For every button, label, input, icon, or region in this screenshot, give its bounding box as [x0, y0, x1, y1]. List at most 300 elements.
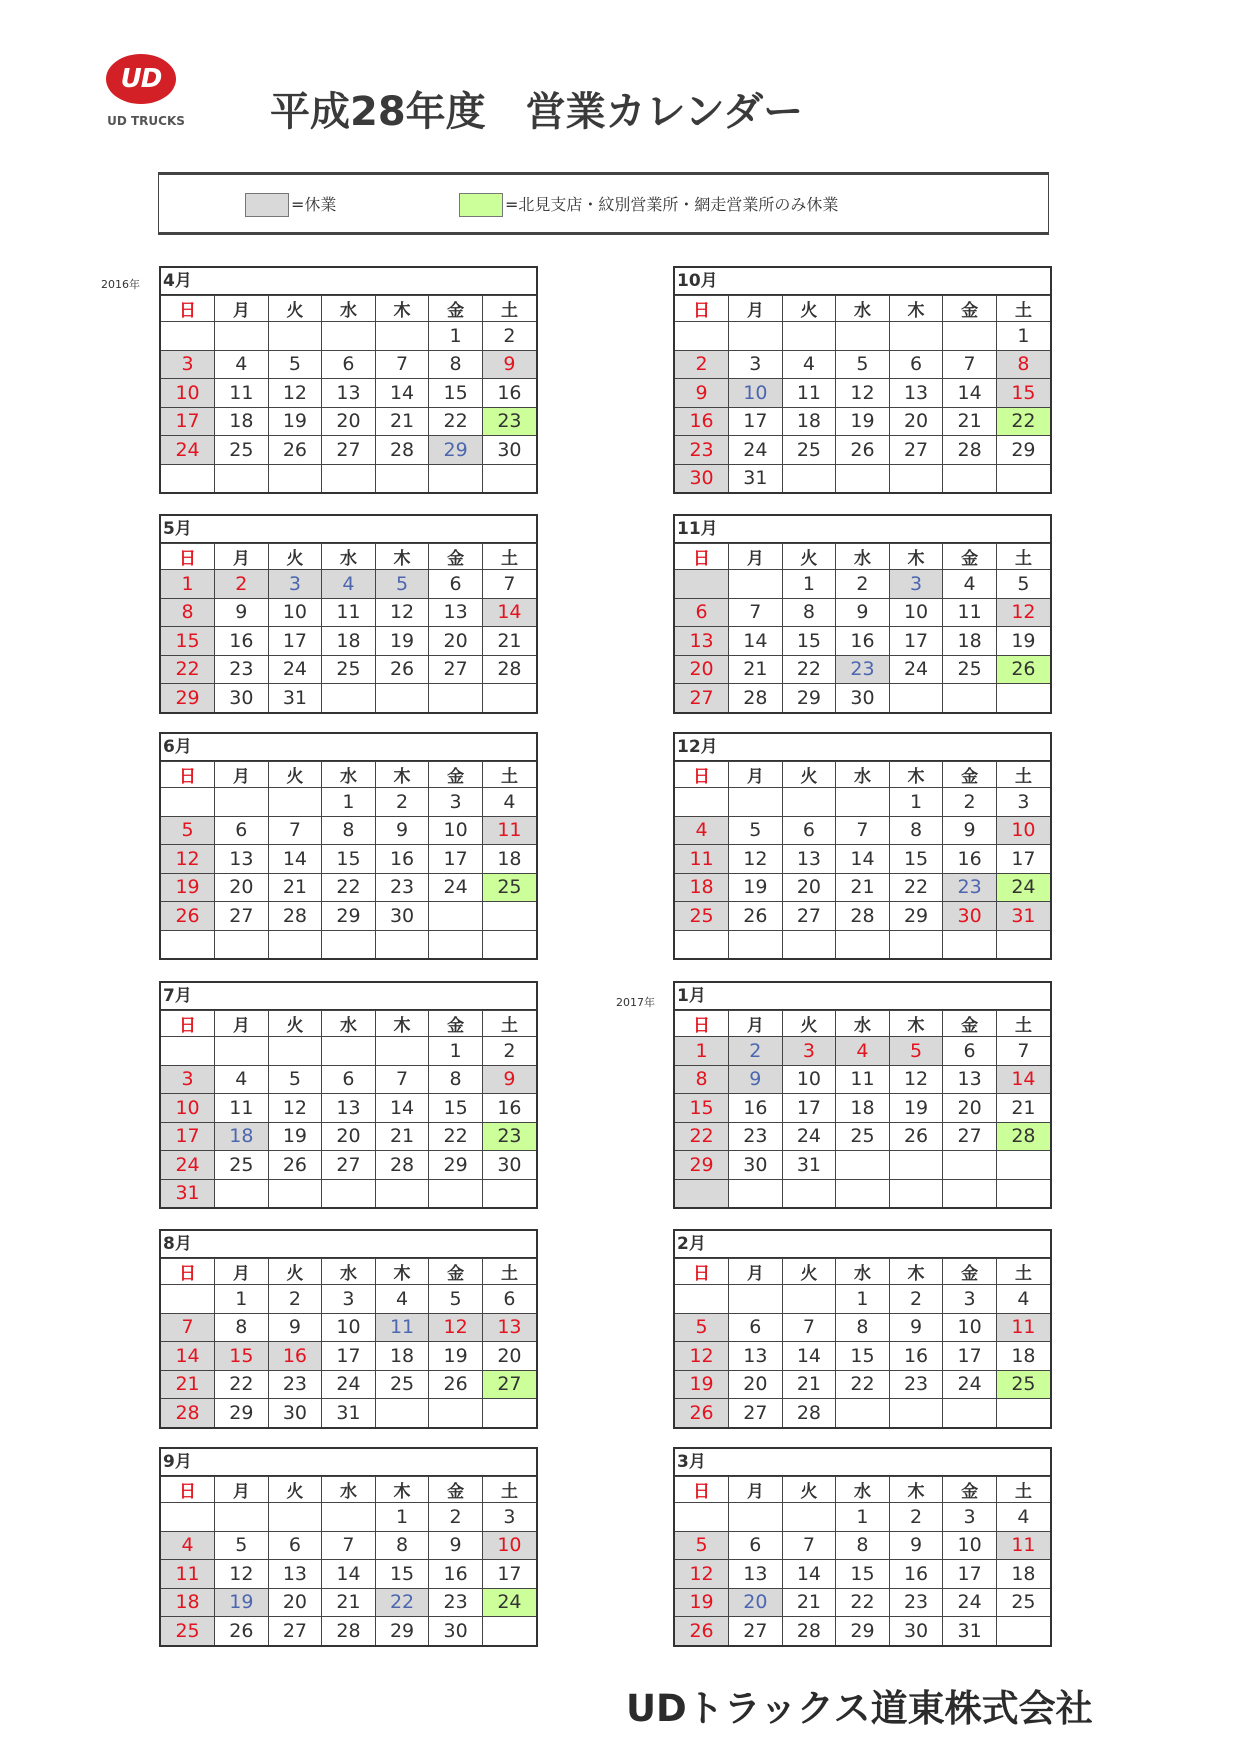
day-cell: [889, 464, 943, 492]
week-row: [675, 1094, 1050, 1123]
weekday-header: 火: [268, 1477, 322, 1503]
day-cell: [729, 570, 783, 599]
day-cell: 23: [889, 1588, 943, 1617]
day-cell: 15: [675, 1094, 729, 1123]
day-cell: 2: [675, 350, 729, 379]
day-cell: [943, 464, 997, 492]
day-cell: 19: [268, 1122, 322, 1151]
day-cell: 9: [482, 350, 536, 379]
week-row: [675, 1179, 1050, 1207]
day-cell: 17: [268, 627, 322, 656]
day-cell: 26: [161, 902, 215, 931]
month-calendar: [159, 514, 538, 714]
weekday-header: 水: [836, 296, 890, 322]
day-cell: 31: [943, 1617, 997, 1645]
day-cell: 24: [429, 873, 483, 902]
day-cell: 30: [675, 464, 729, 492]
day-cell: 2: [889, 1285, 943, 1314]
day-cell: 22: [161, 655, 215, 684]
day-cell: 22: [215, 1370, 269, 1399]
day-cell: 3: [482, 1503, 536, 1532]
week-row: [675, 788, 1050, 817]
weekday-header: 月: [729, 544, 783, 570]
day-cell: 13: [889, 379, 943, 408]
day-cell: 8: [675, 1065, 729, 1094]
day-cell: 22: [996, 407, 1050, 436]
week-row: [675, 322, 1050, 351]
day-cell: 4: [996, 1503, 1050, 1532]
weekday-header: 木: [889, 296, 943, 322]
weekday-header: 木: [889, 1259, 943, 1285]
weekday-header: 水: [322, 544, 376, 570]
day-cell: 6: [322, 350, 376, 379]
day-cell: 17: [729, 407, 783, 436]
day-cell: 15: [996, 379, 1050, 408]
day-cell: 5: [675, 1313, 729, 1342]
day-cell: 10: [889, 598, 943, 627]
day-cell: 26: [889, 1122, 943, 1151]
day-cell: 25: [161, 1617, 215, 1645]
month-title: 9月: [161, 1449, 536, 1476]
day-cell: 15: [161, 627, 215, 656]
weekday-header: 水: [836, 762, 890, 788]
weekday-header: 火: [782, 1259, 836, 1285]
week-row: [675, 570, 1050, 599]
day-cell: 4: [836, 1037, 890, 1066]
week-row: [675, 1531, 1050, 1560]
day-cell: 12: [675, 1560, 729, 1589]
day-cell: 15: [782, 627, 836, 656]
day-cell: 5: [268, 350, 322, 379]
weekday-header: 金: [429, 762, 483, 788]
day-cell: [375, 684, 429, 712]
day-cell: [889, 1151, 943, 1180]
weekday-header: 水: [322, 762, 376, 788]
day-cell: [161, 322, 215, 351]
week-row: [675, 873, 1050, 902]
week-row: [675, 1037, 1050, 1066]
month-table: [161, 543, 536, 712]
day-cell: [375, 930, 429, 958]
day-cell: 15: [322, 845, 376, 874]
day-cell: 28: [482, 655, 536, 684]
day-cell: 26: [836, 436, 890, 465]
weekday-header: 金: [943, 544, 997, 570]
day-cell: [675, 570, 729, 599]
day-cell: 2: [836, 570, 890, 599]
week-row: [161, 930, 536, 958]
day-cell: [322, 1037, 376, 1066]
day-cell: 1: [375, 1503, 429, 1532]
day-cell: 25: [215, 436, 269, 465]
day-cell: 27: [322, 1151, 376, 1180]
day-cell: 25: [215, 1151, 269, 1180]
day-cell: 13: [268, 1560, 322, 1589]
day-cell: 23: [889, 1370, 943, 1399]
month-calendar: [673, 1447, 1052, 1647]
day-cell: 29: [782, 684, 836, 712]
day-cell: 13: [675, 627, 729, 656]
day-cell: 10: [943, 1531, 997, 1560]
month-title: 2月: [675, 1231, 1050, 1258]
day-cell: 8: [429, 350, 483, 379]
day-cell: 14: [729, 627, 783, 656]
weekday-header: 日: [161, 544, 215, 570]
day-cell: [215, 1179, 269, 1207]
day-cell: 7: [375, 350, 429, 379]
month-table: [675, 1258, 1050, 1427]
week-row: [161, 1342, 536, 1371]
day-cell: 27: [322, 436, 376, 465]
day-cell: 28: [268, 902, 322, 931]
day-cell: 24: [943, 1370, 997, 1399]
month-table: [675, 1010, 1050, 1207]
day-cell: 26: [429, 1370, 483, 1399]
day-cell: 1: [782, 570, 836, 599]
day-cell: 31: [729, 464, 783, 492]
day-cell: 28: [782, 1399, 836, 1427]
month-table: [161, 1010, 536, 1207]
weekday-header: 土: [482, 544, 536, 570]
week-row: [161, 1531, 536, 1560]
day-cell: 26: [996, 655, 1050, 684]
weekday-header: 月: [729, 1477, 783, 1503]
weekday-header: 木: [889, 762, 943, 788]
day-cell: [729, 322, 783, 351]
day-cell: 17: [161, 1122, 215, 1151]
day-cell: 14: [375, 379, 429, 408]
day-cell: [675, 1285, 729, 1314]
day-cell: 3: [161, 1065, 215, 1094]
day-cell: 29: [322, 902, 376, 931]
weekday-header: 水: [322, 296, 376, 322]
weekday-header: 火: [268, 544, 322, 570]
day-cell: 2: [375, 788, 429, 817]
legend-closed-swatch: [245, 193, 289, 217]
day-cell: 4: [482, 788, 536, 817]
weekday-header: 月: [215, 1011, 269, 1037]
day-cell: 29: [215, 1399, 269, 1427]
month-title: 3月: [675, 1449, 1050, 1476]
day-cell: 22: [836, 1370, 890, 1399]
day-cell: 11: [996, 1313, 1050, 1342]
day-cell: 29: [836, 1617, 890, 1645]
weekday-header: 金: [943, 1259, 997, 1285]
week-row: [675, 845, 1050, 874]
day-cell: 18: [215, 1122, 269, 1151]
weekday-header: 月: [729, 762, 783, 788]
month-title: 4月: [161, 268, 536, 295]
day-cell: 14: [322, 1560, 376, 1589]
day-cell: 2: [482, 1037, 536, 1066]
day-cell: 9: [482, 1065, 536, 1094]
week-row: [675, 1399, 1050, 1427]
day-cell: 18: [161, 1588, 215, 1617]
weekday-header: 日: [161, 296, 215, 322]
month-title: 7月: [161, 983, 536, 1010]
weekday-row: [161, 1259, 536, 1285]
day-cell: [322, 322, 376, 351]
day-cell: 20: [729, 1370, 783, 1399]
day-cell: [996, 1399, 1050, 1427]
day-cell: [268, 788, 322, 817]
month-title: 8月: [161, 1231, 536, 1258]
day-cell: 30: [943, 902, 997, 931]
day-cell: [482, 1399, 536, 1427]
day-cell: 10: [322, 1313, 376, 1342]
day-cell: 22: [375, 1588, 429, 1617]
month-table: [675, 761, 1050, 958]
day-cell: 1: [675, 1037, 729, 1066]
day-cell: 16: [375, 845, 429, 874]
day-cell: 20: [215, 873, 269, 902]
week-row: [675, 598, 1050, 627]
day-cell: 15: [429, 379, 483, 408]
day-cell: [729, 1503, 783, 1532]
day-cell: 24: [482, 1588, 536, 1617]
day-cell: 15: [215, 1342, 269, 1371]
day-cell: 1: [322, 788, 376, 817]
day-cell: 5: [429, 1285, 483, 1314]
day-cell: [729, 1285, 783, 1314]
day-cell: 23: [675, 436, 729, 465]
weekday-header: 木: [889, 1477, 943, 1503]
week-row: [161, 1151, 536, 1180]
day-cell: 19: [268, 407, 322, 436]
day-cell: 5: [889, 1037, 943, 1066]
day-cell: [268, 1503, 322, 1532]
day-cell: [322, 684, 376, 712]
day-cell: 2: [943, 788, 997, 817]
day-cell: 21: [322, 1588, 376, 1617]
day-cell: 21: [943, 407, 997, 436]
day-cell: 8: [836, 1313, 890, 1342]
day-cell: 14: [836, 845, 890, 874]
day-cell: 7: [482, 570, 536, 599]
day-cell: [943, 1399, 997, 1427]
day-cell: 6: [889, 350, 943, 379]
weekday-header: 日: [161, 1477, 215, 1503]
week-row: [161, 407, 536, 436]
week-row: [161, 655, 536, 684]
day-cell: 3: [729, 350, 783, 379]
day-cell: 1: [429, 322, 483, 351]
day-cell: 25: [482, 873, 536, 902]
day-cell: 14: [268, 845, 322, 874]
weekday-header: 金: [943, 762, 997, 788]
legend-partial-swatch: [459, 193, 503, 217]
day-cell: [836, 1179, 890, 1207]
weekday-header: 水: [836, 544, 890, 570]
day-cell: 13: [482, 1313, 536, 1342]
week-row: [161, 902, 536, 931]
week-row: [161, 1588, 536, 1617]
day-cell: [322, 930, 376, 958]
day-cell: 15: [889, 845, 943, 874]
day-cell: 28: [782, 1617, 836, 1645]
year-label-2016: 2016年: [101, 278, 140, 291]
weekday-header: 月: [215, 296, 269, 322]
day-cell: 11: [675, 845, 729, 874]
week-row: [675, 464, 1050, 492]
day-cell: 29: [375, 1617, 429, 1645]
day-cell: 7: [836, 816, 890, 845]
day-cell: 26: [729, 902, 783, 931]
day-cell: 12: [429, 1313, 483, 1342]
day-cell: [889, 1179, 943, 1207]
day-cell: [675, 322, 729, 351]
day-cell: 6: [322, 1065, 376, 1094]
day-cell: 4: [675, 816, 729, 845]
day-cell: 12: [268, 379, 322, 408]
day-cell: [215, 1037, 269, 1066]
week-row: [161, 464, 536, 492]
weekday-header: 木: [375, 1259, 429, 1285]
weekday-header: 火: [268, 1259, 322, 1285]
day-cell: 23: [215, 655, 269, 684]
day-cell: 21: [161, 1370, 215, 1399]
day-cell: 22: [429, 1122, 483, 1151]
week-row: [675, 1285, 1050, 1314]
day-cell: 20: [729, 1588, 783, 1617]
week-row: [161, 1122, 536, 1151]
month-calendar: [159, 981, 538, 1209]
weekday-header: 日: [675, 1259, 729, 1285]
day-cell: 5: [675, 1531, 729, 1560]
month-title: 5月: [161, 516, 536, 543]
day-cell: 12: [161, 845, 215, 874]
weekday-header: 月: [215, 762, 269, 788]
day-cell: 11: [375, 1313, 429, 1342]
day-cell: 20: [782, 873, 836, 902]
day-cell: [782, 322, 836, 351]
day-cell: 6: [729, 1313, 783, 1342]
day-cell: [322, 1503, 376, 1532]
day-cell: [482, 1179, 536, 1207]
day-cell: [836, 1399, 890, 1427]
weekday-header: 日: [675, 1011, 729, 1037]
week-row: [161, 816, 536, 845]
week-row: [675, 1370, 1050, 1399]
day-cell: 4: [782, 350, 836, 379]
weekday-header: 土: [996, 1011, 1050, 1037]
day-cell: [675, 788, 729, 817]
weekday-header: 火: [268, 762, 322, 788]
weekday-header: 金: [429, 1011, 483, 1037]
day-cell: 4: [215, 350, 269, 379]
day-cell: 25: [996, 1588, 1050, 1617]
day-cell: 29: [675, 1151, 729, 1180]
day-cell: 18: [215, 407, 269, 436]
day-cell: [429, 902, 483, 931]
day-cell: 11: [215, 1094, 269, 1123]
day-cell: 16: [943, 845, 997, 874]
day-cell: 3: [161, 350, 215, 379]
day-cell: [782, 1179, 836, 1207]
day-cell: 9: [375, 816, 429, 845]
day-cell: 4: [375, 1285, 429, 1314]
day-cell: [996, 1617, 1050, 1645]
weekday-header: 火: [782, 296, 836, 322]
week-row: [675, 627, 1050, 656]
day-cell: 18: [782, 407, 836, 436]
weekday-header: 木: [375, 296, 429, 322]
day-cell: 22: [836, 1588, 890, 1617]
day-cell: 2: [268, 1285, 322, 1314]
month-title: 1月: [675, 983, 1050, 1010]
day-cell: 12: [889, 1065, 943, 1094]
day-cell: 17: [782, 1094, 836, 1123]
day-cell: [675, 930, 729, 958]
day-cell: 19: [675, 1370, 729, 1399]
day-cell: 8: [889, 816, 943, 845]
month-table: [675, 1476, 1050, 1645]
day-cell: 3: [782, 1037, 836, 1066]
day-cell: 27: [943, 1122, 997, 1151]
day-cell: 28: [375, 1151, 429, 1180]
day-cell: 12: [215, 1560, 269, 1589]
day-cell: 3: [943, 1285, 997, 1314]
day-cell: 16: [482, 1094, 536, 1123]
day-cell: 20: [268, 1588, 322, 1617]
day-cell: 16: [268, 1342, 322, 1371]
day-cell: 19: [161, 873, 215, 902]
day-cell: 14: [782, 1342, 836, 1371]
day-cell: 13: [215, 845, 269, 874]
day-cell: [782, 788, 836, 817]
day-cell: 30: [268, 1399, 322, 1427]
day-cell: 4: [161, 1531, 215, 1560]
day-cell: 22: [675, 1122, 729, 1151]
weekday-header: 金: [943, 1011, 997, 1037]
weekday-header: 金: [429, 296, 483, 322]
day-cell: 10: [482, 1531, 536, 1560]
day-cell: 25: [322, 655, 376, 684]
day-cell: 18: [322, 627, 376, 656]
week-row: [675, 1313, 1050, 1342]
day-cell: [429, 464, 483, 492]
weekday-header: 月: [729, 1011, 783, 1037]
week-row: [675, 1503, 1050, 1532]
day-cell: 28: [996, 1122, 1050, 1151]
day-cell: 4: [322, 570, 376, 599]
week-row: [161, 684, 536, 712]
day-cell: [782, 1503, 836, 1532]
logo-text: UD TRUCKS: [107, 114, 185, 128]
day-cell: [943, 1151, 997, 1180]
day-cell: [836, 930, 890, 958]
day-cell: [375, 464, 429, 492]
day-cell: 30: [482, 1151, 536, 1180]
day-cell: 20: [943, 1094, 997, 1123]
day-cell: 20: [322, 407, 376, 436]
day-cell: [675, 1179, 729, 1207]
day-cell: 9: [215, 598, 269, 627]
day-cell: 20: [429, 627, 483, 656]
week-row: [161, 1560, 536, 1589]
day-cell: 2: [482, 322, 536, 351]
day-cell: 7: [161, 1313, 215, 1342]
day-cell: 22: [429, 407, 483, 436]
weekday-header: 水: [322, 1011, 376, 1037]
day-cell: 27: [729, 1617, 783, 1645]
day-cell: [215, 930, 269, 958]
day-cell: 13: [322, 379, 376, 408]
day-cell: 29: [161, 684, 215, 712]
day-cell: 27: [268, 1617, 322, 1645]
day-cell: 5: [161, 816, 215, 845]
day-cell: 30: [375, 902, 429, 931]
